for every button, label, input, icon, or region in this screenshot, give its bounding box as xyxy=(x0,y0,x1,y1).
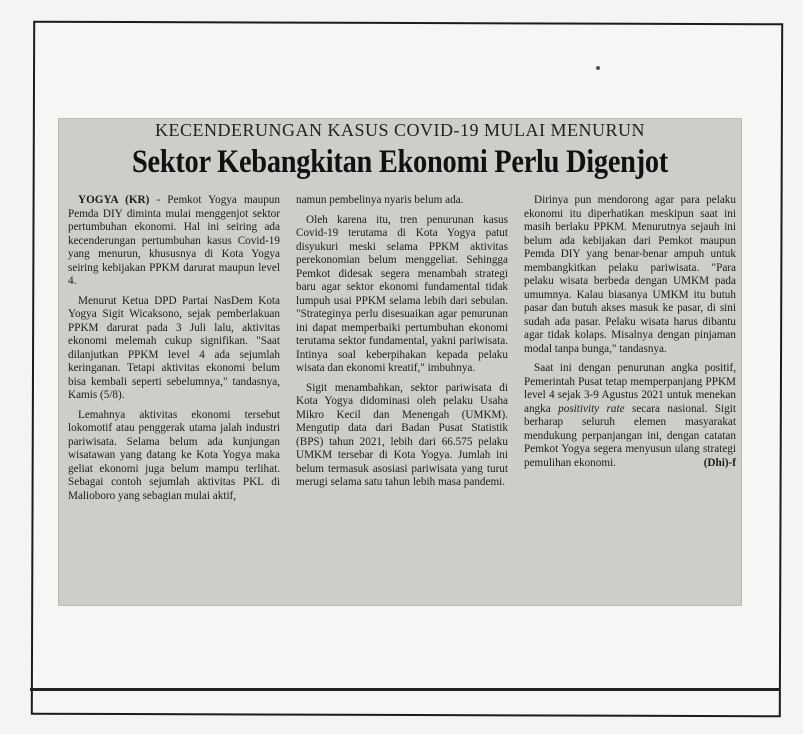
article-paragraph: Menurut Ketua DPD Partai NasDem Kota Yogya Sigit Wicaksono, sejak pemberlakuan PPKM darurat pada 3 Juli lalu, aktivitas ekonomi melemah cukup signifikan. "Saat dilanjutkan PPKM level 4 ada sejumlah keringanan. Tetapi aktivitas ekonomi belum bisa kembali seperti sebelumnya," tandasnya, Kamis (5/8). xyxy=(68,294,280,401)
article-column-3 xyxy=(524,194,736,600)
article-byline: YOGYA (KR) xyxy=(78,194,150,206)
article-paragraph: Saat ini dengan penurunan angka positif, Pemerintah Pusat tetap memperpanjang PPKM level 4 sejak 3-9 Agustus 2021 untuk menekan angka positivity rate secara nasional. Sigit berharap seluruh elemen masyarakat mendukung perpanjangan ini, dengan catatan Pemkot Yogya segera menyusun ulang strategi pemulihan ekonomi. (Dhi)-f xyxy=(524,362,736,469)
newspaper-clipping xyxy=(58,118,742,606)
article-column-2 xyxy=(296,194,508,600)
article-paragraph: Lemahnya aktivitas ekonomi tersebut lokomotif atau penggerak utama jalah industri pariwisata. Selama belum ada kunjungan wisatawan yang datang ke Kota Yogya maka geliat ekonomi juga belum mampu terlihat. Sebagai contoh sejumlah aktivitas PKL di Malioboro yang sebagian mulai aktif, xyxy=(68,408,280,502)
article-paragraph: YOGYA (KR) - Pemkot Yogya maupun Pemda DIY diminta mulai menggenjot sektor pertumbuhan ekonomi. Hal ini seiring ada kecenderungan pertumbuhan kasus Covid-19 yang menurun, khususnya di Kota Yogya seiring kebijakan PPKM darurat maupun level 4. xyxy=(68,194,280,287)
article-paragraph: namun pembelinya nyaris belum ada. xyxy=(296,194,464,206)
article-column-1 xyxy=(68,194,280,600)
author-signature: (Dhi)-f xyxy=(703,456,736,469)
article-paragraph: Oleh karena itu, tren penurunan kasus Covid-19 terutama di Kota Yogya patut disyukuri meski selama PPKM aktivitas perekonomian belum menggeliat. Sehingga Pemkot didesak segera menambah strategi baru agar sektor ekonomi fundamental tidak lumpuh usai PPKM selama lebih dari sebulan. "Strateginya perlu disesuaikan agar penurunan ini dapat memperbaiki pertumbuhan ekonomi terutama sektor fundamental, yakni pariwisata. Intinya soal keberpihakan kepada pelaku wisata dan ekonomi kreatif," imbuhnya. xyxy=(296,213,508,374)
frame-bottom-edge xyxy=(30,688,780,691)
article-paragraph: Sigit menambahkan, sektor pariwisata di Kota Yogya didominasi oleh pelaku Usaha Mikro Kecil dan Menengah (UMKM). Mengutip data dari Badan Pusat Statistik (BPS) tahun 2021, lebih dari 66.575 pelaku UMKM tersebar di Kota Yogya. Jumlah ini belum termasuk asosiasi pariwisata yang turut merugi selama satu tahun lebih masa pandemi. xyxy=(296,381,508,488)
article-columns xyxy=(68,194,736,600)
article-paragraph: Dirinya pun mendorong agar para pelaku ekonomi itu diperhatikan meskipun saat ini masih berlaku PPKM. Menurutnya sejauh ini belum ada kebijakan dari Pemkot maupun Pemda DIY yang benar-benar ampuh untuk membangkitkan pelaku pariwisata. "Para pelaku wisata berbeda dengan UMKM pada umumnya. Kalau biasanya UMKM itu butuh pasar dan butuh akses masuk ke pasar, di sini sudah ada pasar. Pelaku wisata harus dibantu agar tidak kolaps. Misalnya dengan pinjaman modal tanpa bunga," tandasnya. xyxy=(524,194,736,355)
article-kicker: KECENDERUNGAN KASUS COVID-19 MULAI MENURUN xyxy=(155,120,645,140)
paper-speck xyxy=(596,66,600,70)
article-headline: Sektor Kebangkitan Ekonomi Perlu Digenjot xyxy=(131,144,669,180)
